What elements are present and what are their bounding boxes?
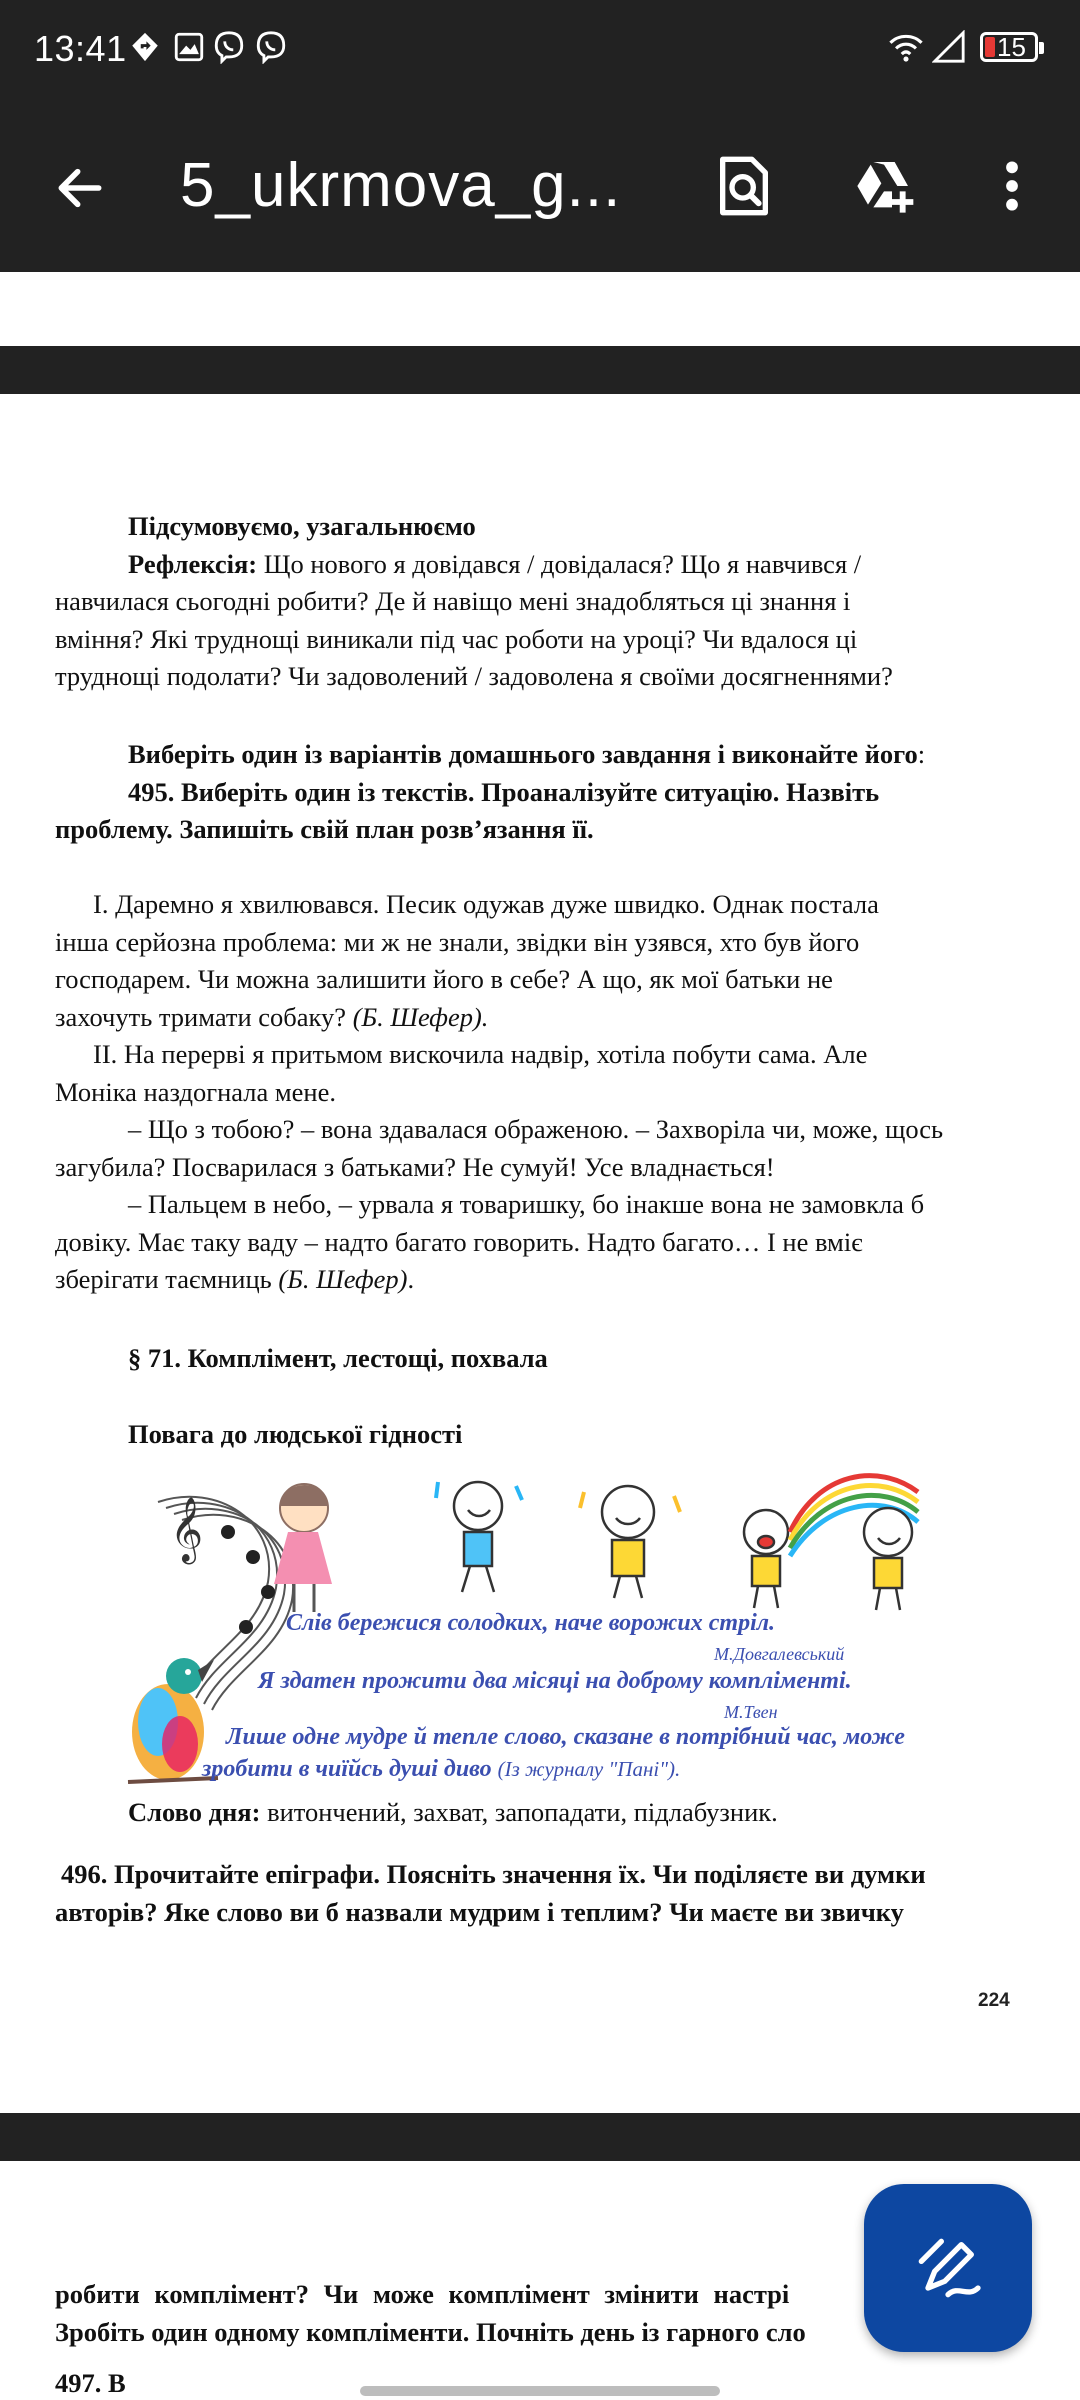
navigation-icon <box>128 30 162 64</box>
quote-3-line-2 <box>202 1756 680 1783</box>
document-page <box>55 508 1010 696</box>
reflection-line-1: Що нового я довідався / довідалася? Що я навчився / <box>257 548 862 579</box>
viber-icon-2 <box>254 30 288 64</box>
page-2-line-2: Зробіть один одному компліменти. Почніть день із гарного сло <box>55 2316 806 2347</box>
quote-2-author: М.Твен <box>724 1702 778 1722</box>
page-separator <box>0 2113 1080 2161</box>
text-2-line-7-text: зберігати таємниць <box>55 1264 272 1294</box>
section-71-block <box>55 1340 1010 1378</box>
epigraph-illustration <box>118 1462 958 1792</box>
respect-subheading: Повага до людської гідності <box>128 1419 463 1449</box>
boy-illustration-4 <box>864 1508 912 1610</box>
app-bar <box>0 100 1080 272</box>
text-1-line-1: I. Даремно я хвилювався. Песик одужав дуже швидко. Однак постала <box>93 889 879 919</box>
boy-illustration-2 <box>580 1486 680 1598</box>
text-2-line-3: – Що з тобою? – вона здавалася ображеною. – Захворіла чи, може, щось <box>128 1114 944 1144</box>
text-variants <box>55 886 1010 1299</box>
respect-block <box>55 1416 1010 1454</box>
word-of-day-text: витончений, захват, запопадати, підлабузник. <box>260 1797 778 1827</box>
text-1-source: (Б. Шефер). <box>352 1001 489 1032</box>
homework-block <box>55 736 1010 849</box>
more-vert-icon[interactable] <box>980 154 1044 218</box>
task-495-line-1: 495. Виберіть один із текстів. Проаналізуйте ситуацію. Назвіть <box>128 776 880 807</box>
page-number: 224 <box>978 1990 1010 2011</box>
homework-intro-text: Виберіть один із варіантів домашнього завдання і виконайте його <box>128 739 918 769</box>
text-2-source: (Б. Шефер) <box>278 1264 408 1294</box>
quote-1-author: М.Довгалевський <box>714 1644 845 1664</box>
edit-fab-button[interactable] <box>864 2184 1032 2352</box>
page-separator-top <box>0 346 1080 394</box>
text-2-line-2: Моніка наздогнала мене. <box>55 1076 336 1107</box>
text-1-line-3: господарем. Чи можна залишити його в себе? А що, як мої батьки не <box>55 964 833 994</box>
reflection-line-3: вміння? Які труднощі виникали під час роботи на уроці? Чи вдалося ці <box>55 623 858 654</box>
status-bar <box>0 0 1080 100</box>
battery-indicator <box>980 32 1038 62</box>
homework-colon: : <box>917 739 926 769</box>
section-heading-summary: Підсумовуємо, узагальнюємо <box>128 511 476 541</box>
word-of-day-block <box>55 1794 1010 1832</box>
status-time: 13:41 <box>34 28 127 69</box>
text-2-line-5: – Пальцем в небо, – урвала я товаришку, бо інакше вона не замовкла б <box>128 1189 925 1219</box>
quote-3-line-2-text: зробити в чиїйсь душі диво <box>202 1756 492 1782</box>
svg-text:𝄞: 𝄞 <box>170 1497 204 1562</box>
text-2-end: . <box>407 1264 415 1294</box>
text-2-line-1: II. На перерві я притьмом вискочила надвір, хотіла побути сама. Але <box>93 1039 868 1069</box>
text-2-line-7 <box>55 1261 1010 1299</box>
wifi-icon <box>888 30 924 64</box>
text-1-line-4-text: захочуть тримати собаку? <box>55 1001 347 1032</box>
boy-illustration-1 <box>436 1482 522 1592</box>
quote-1: Слів бережися солодких, наче ворожих стріл. <box>286 1610 776 1636</box>
text-1-line-2: інша серйозна проблема: ми ж не знали, звідки він узявся, хто був його <box>55 926 860 957</box>
task-496-block <box>55 1856 1010 1931</box>
battery-level: 15 <box>997 32 1026 62</box>
reflection-line-4: труднощі подолати? Чи задоволений / задоволена я своїми досягненнями? <box>55 661 893 691</box>
drive-add-icon[interactable] <box>852 154 916 218</box>
section-71-title: § 71. Комплімент, лестощі, похвала <box>128 1343 548 1373</box>
text-2-line-6: довіку. Має таку ваду – надто багато говорить. Надто багато… І не вміє <box>55 1226 863 1257</box>
word-of-day <box>55 1794 1010 1832</box>
document-search-icon[interactable] <box>712 154 776 218</box>
edit-pen-icon <box>908 2228 988 2308</box>
quote-3-source: (Із журналу "Пані"). <box>497 1757 681 1781</box>
back-arrow-icon[interactable] <box>52 160 108 216</box>
viber-icon <box>212 30 246 64</box>
document-page-2 <box>55 2276 955 2400</box>
task-495-line-2: проблему. Запишіть свій план розв’язання її. <box>55 814 594 844</box>
quote-3-line-1: Лише одне мудре й тепле слово, сказане в потрібний час, може <box>226 1724 905 1750</box>
quote-2: Я здатен прожити два місяці на доброму компліменті. <box>258 1668 852 1694</box>
reflection-paragraph <box>55 546 1010 584</box>
task-496-line-2: авторів? Яке слово ви б назвали мудрим і теплим? Чи маєте ви звичку <box>55 1896 904 1927</box>
reflection-line-2: навчилася сьогодні робити? Де й навіщо мені знадобляться ці знання і <box>55 586 851 616</box>
word-of-day-label: Слово дня: <box>128 1797 261 1827</box>
document-title: 5_ukrmova_g... <box>180 151 622 220</box>
battery-fill <box>985 37 995 57</box>
text-1-line-4 <box>55 999 1010 1037</box>
page-2-line-1: робити комплімент? Чи може комплімент змінити настрі <box>55 2279 790 2309</box>
gallery-icon <box>172 30 206 64</box>
girl-illustration <box>274 1484 332 1612</box>
gesture-handle[interactable] <box>360 2386 720 2396</box>
boy-illustration-3 <box>744 1510 788 1608</box>
text-2-line-4: загубила? Посварилася з батьками? Не сумуй! Усе владнається! <box>55 1151 775 1182</box>
page-2-line-3: 497. В <box>55 2368 126 2398</box>
task-496-line-1: 496. Прочитайте епіграфи. Поясніть значення їх. Чи поділяєте ви думки <box>61 1859 926 1889</box>
reflection-label: Рефлексія: <box>128 548 258 579</box>
cell-signal-icon <box>932 30 966 64</box>
homework-intro <box>55 736 1010 774</box>
